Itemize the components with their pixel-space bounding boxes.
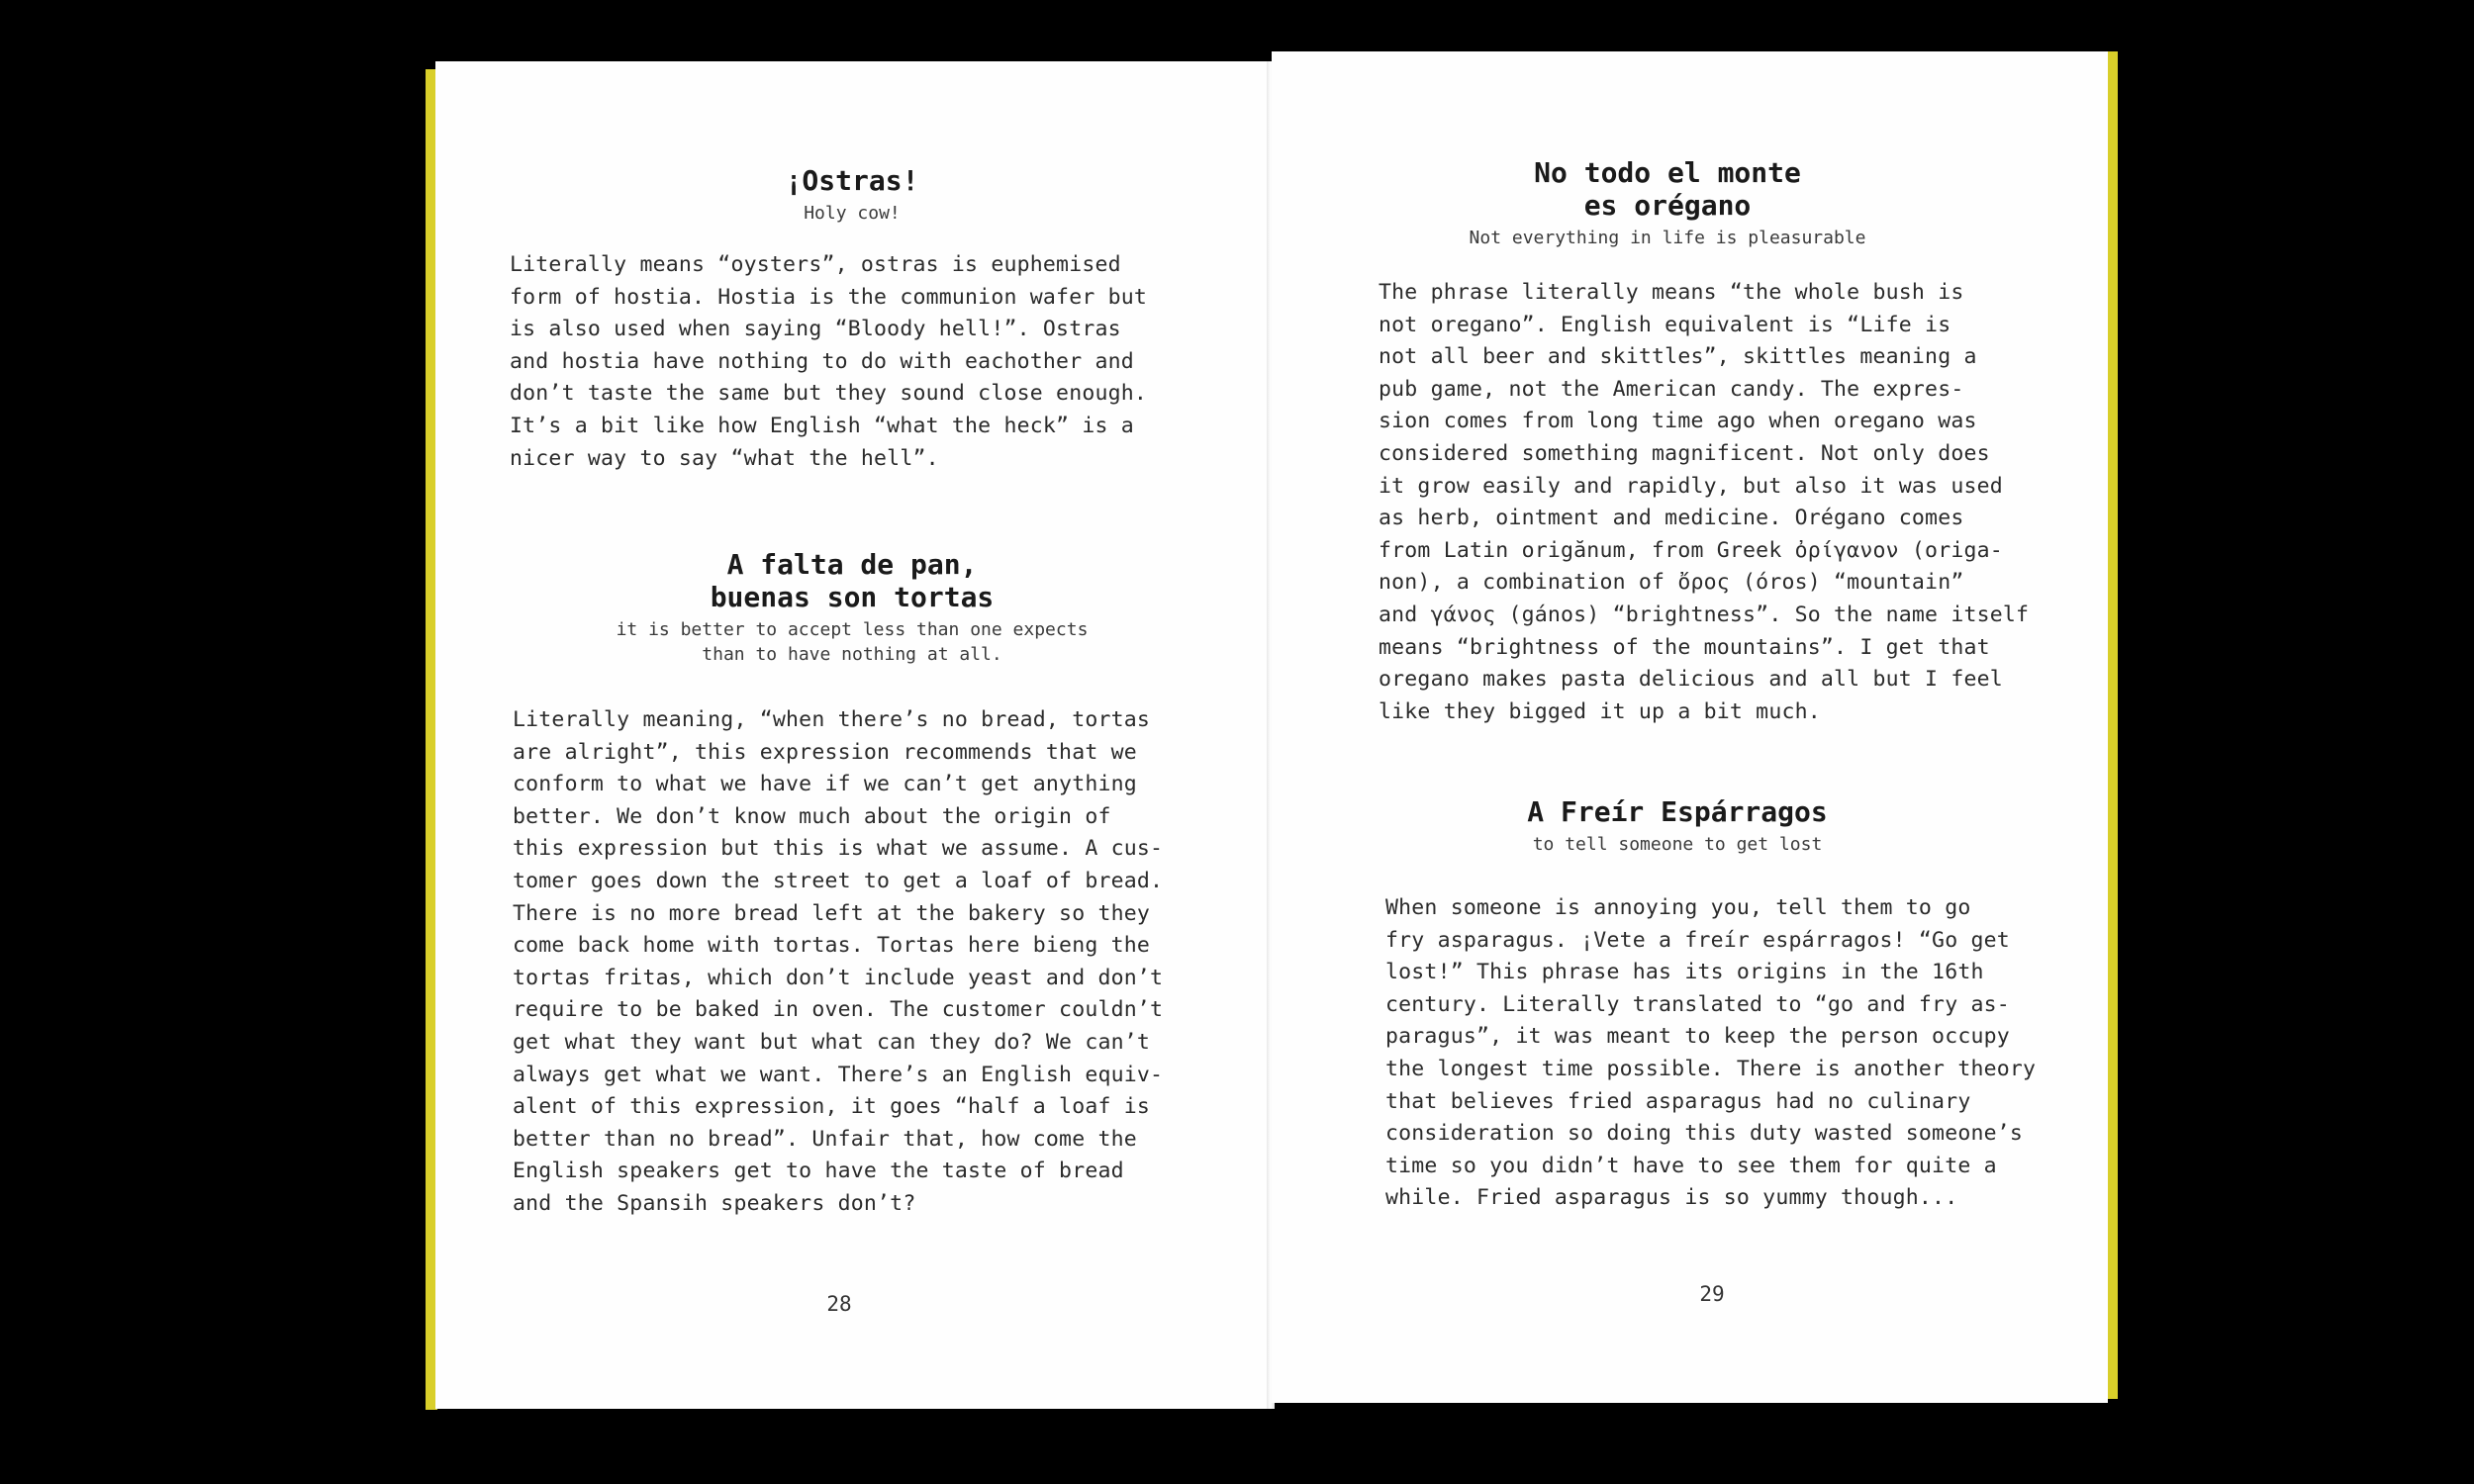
section-subtitle: Not everything in life is pleasurable	[1469, 228, 1866, 248]
section-no-todo-el-monte	[1272, 156, 2063, 250]
section-ostras	[435, 164, 1269, 226]
section-subtitle: it is better to accept less than one expects than to have nothing at all.	[616, 619, 1089, 665]
section-title: ¡Ostras!	[785, 164, 919, 197]
section-body-freir-esparragos: When someone is annoying you, tell them to go fry asparagus. ¡Vete a freír espárragos! “Go get lost!” This phrase has its origins in the 16th century. Literally translated to “go and fry as- paragus”, it was meant to keep the person occupy the longest time possible. There is another theory that believes fried asparagus had no culinary consideration so doing this duty wasted someone’s time so you didn’t have to see them for quite a while. Fried asparagus is so yummy though...	[1385, 895, 2037, 1211]
section-body-ostras: Literally means “oysters”, ostras is euphemised form of hostia. Hostia is the communion wafer but is also used when saying “Bloody hell!”. Ostras and hostia have nothing to do with eachother and don’t taste the same but they sound close enough. It’s a bit like how English “what the heck” is a nicer way to say “what the hell”.	[510, 252, 1148, 471]
section-falta-de-pan	[435, 548, 1269, 667]
section-body-no-todo-el-monte: The phrase literally means “the whole bush is not oregano”. English equivalent is “Life is not all beer and skittles”, skittles meaning a pub game, not the American candy. The expres- sion comes from long time ago when oregano was considered something magnificent. Not only does it grow easily and rapidly, but also it was used as herb, ointment and medicine. Orégano comes from Latin origănum, from Greek ὀρίγανον (origa- non), a combination of ὄρος (óros) “mountain” and γάνος (gános) “brightness”. So the name itself means “brightness of the mountains”. I get that oregano makes pasta delicious and all but I feel like they bigged it up a bit much.	[1379, 280, 2030, 724]
section-subtitle: to tell someone to get lost	[1532, 834, 1823, 855]
section-subtitle: Holy cow!	[804, 203, 901, 224]
section-title: No todo el monte es orégano	[1534, 156, 1801, 222]
page-number: 28	[826, 1292, 852, 1316]
page-number: 29	[1699, 1282, 1725, 1306]
section-title: A Freír Espárragos	[1527, 795, 1828, 828]
section-body-falta-de-pan: Literally meaning, “when there’s no bread, tortas are alright”, this expression recommends that we conform to what we have if we can’t get anything better. We don’t know much about the origin of this expression but this is what we assume. A cus- tomer goes down the street to get a loaf of bread. There is no more bread left at the bakery so they come back home with tortas. Tortas here bieng the tortas fritas, which don’t include yeast and don’t require to be baked in oven. The customer couldn’t get what they want but what can they do? We can’t always get what we want. There’s an English equiv- alent of this expression, it goes “half a loaf is better than no bread”. Unfair that, how come the English speakers get to have the taste of bread and the Spansih speakers don’t?	[513, 707, 1164, 1216]
section-title: A falta de pan, buenas son tortas	[710, 548, 995, 613]
section-freir-esparragos	[1272, 795, 2083, 857]
left-page	[435, 61, 1270, 1409]
right-page	[1272, 51, 2108, 1403]
